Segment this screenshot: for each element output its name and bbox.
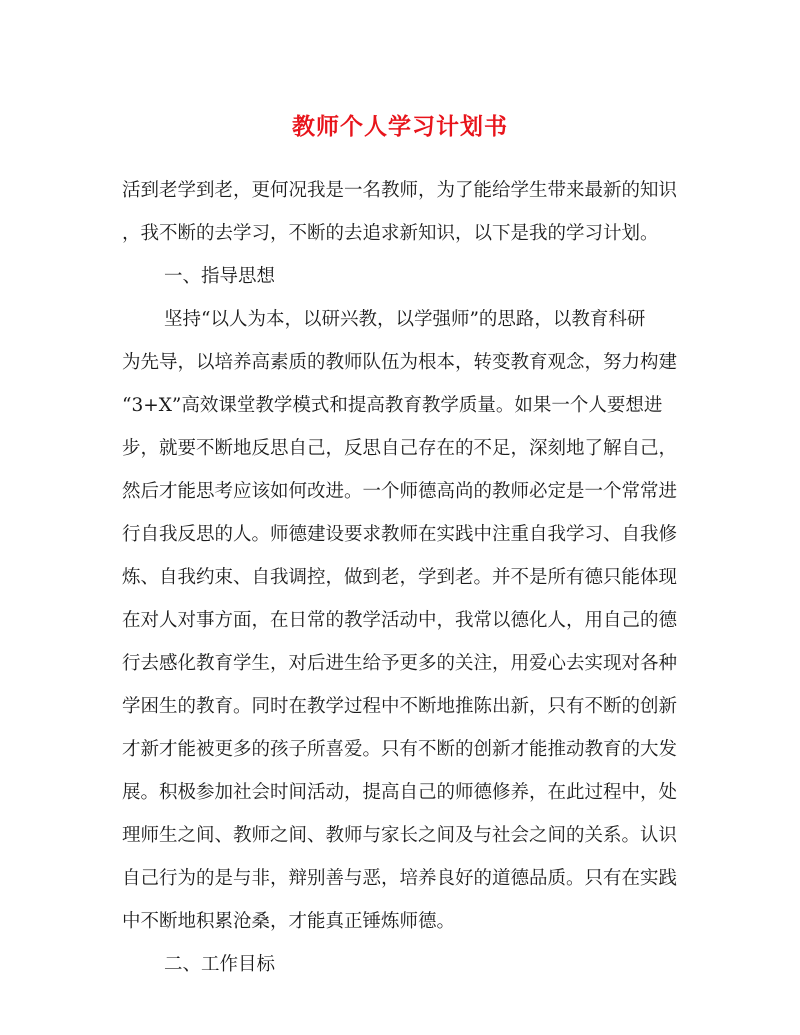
body-line-12: 学困生的教育。同时在教学过程中不断地推陈出新，只有不断的创新	[122, 696, 678, 717]
body-line-6: 步，就要不断地反思自己，反思自己存在的不足，深刻地了解自己，	[122, 438, 678, 459]
body-line-13: 才新才能被更多的孩子所喜爱。只有不断的创新才能推动教育的大发	[122, 739, 678, 760]
body-line-16: 自己行为的是与非，辩别善与恶，培养良好的道德品质。只有在实践	[122, 868, 678, 889]
body-line-7: 然后才能思考应该如何改进。一个师德高尚的教师必定是一个常常进	[122, 481, 678, 502]
body-line-1: 活到老学到老，更何况我是一名教师，为了能给学生带来最新的知识	[122, 180, 678, 201]
body-line-9: 炼、自我约束、自我调控，做到老，学到老。并不是所有德只能体现	[122, 567, 678, 588]
body-line-3: 坚持“以人为本，以研兴教，以学强师”的思路，以教育科研	[164, 309, 646, 330]
body-line-15: 理师生之间、教师之间、教师与家长之间及与社会之间的关系。认识	[122, 825, 678, 846]
body-line-10: 在对人对事方面，在日常的教学活动中，我常以德化人，用自己的德	[122, 610, 678, 631]
section-heading-1: 一、指导思想	[164, 266, 276, 287]
body-line-5: “3+X”高效课堂教学模式和提高教育教学质量。如果一个人要想进	[122, 395, 663, 416]
body-line-4: 为先导，以培养高素质的教师队伍为根本，转变教育观念，努力构建	[122, 352, 678, 373]
body-line-17: 中不断地积累沧桑，才能真正锤炼师德。	[122, 911, 456, 932]
document-title: 教师个人学习计划书	[292, 113, 508, 140]
body-line-11: 行去感化教育学生，对后进生给予更多的关注，用爱心去实现对各种	[122, 653, 678, 674]
body-line-8: 行自我反思的人。师德建设要求教师在实践中注重自我学习、自我修	[122, 524, 678, 545]
section-heading-2: 二、工作目标	[164, 954, 276, 975]
body-line-2: ，我不断的去学习，不断的去追求新知识，以下是我的学习计划。	[122, 223, 659, 244]
body-line-14: 展。积极参加社会时间活动，提高自己的师德修养，在此过程中，处	[122, 782, 678, 803]
